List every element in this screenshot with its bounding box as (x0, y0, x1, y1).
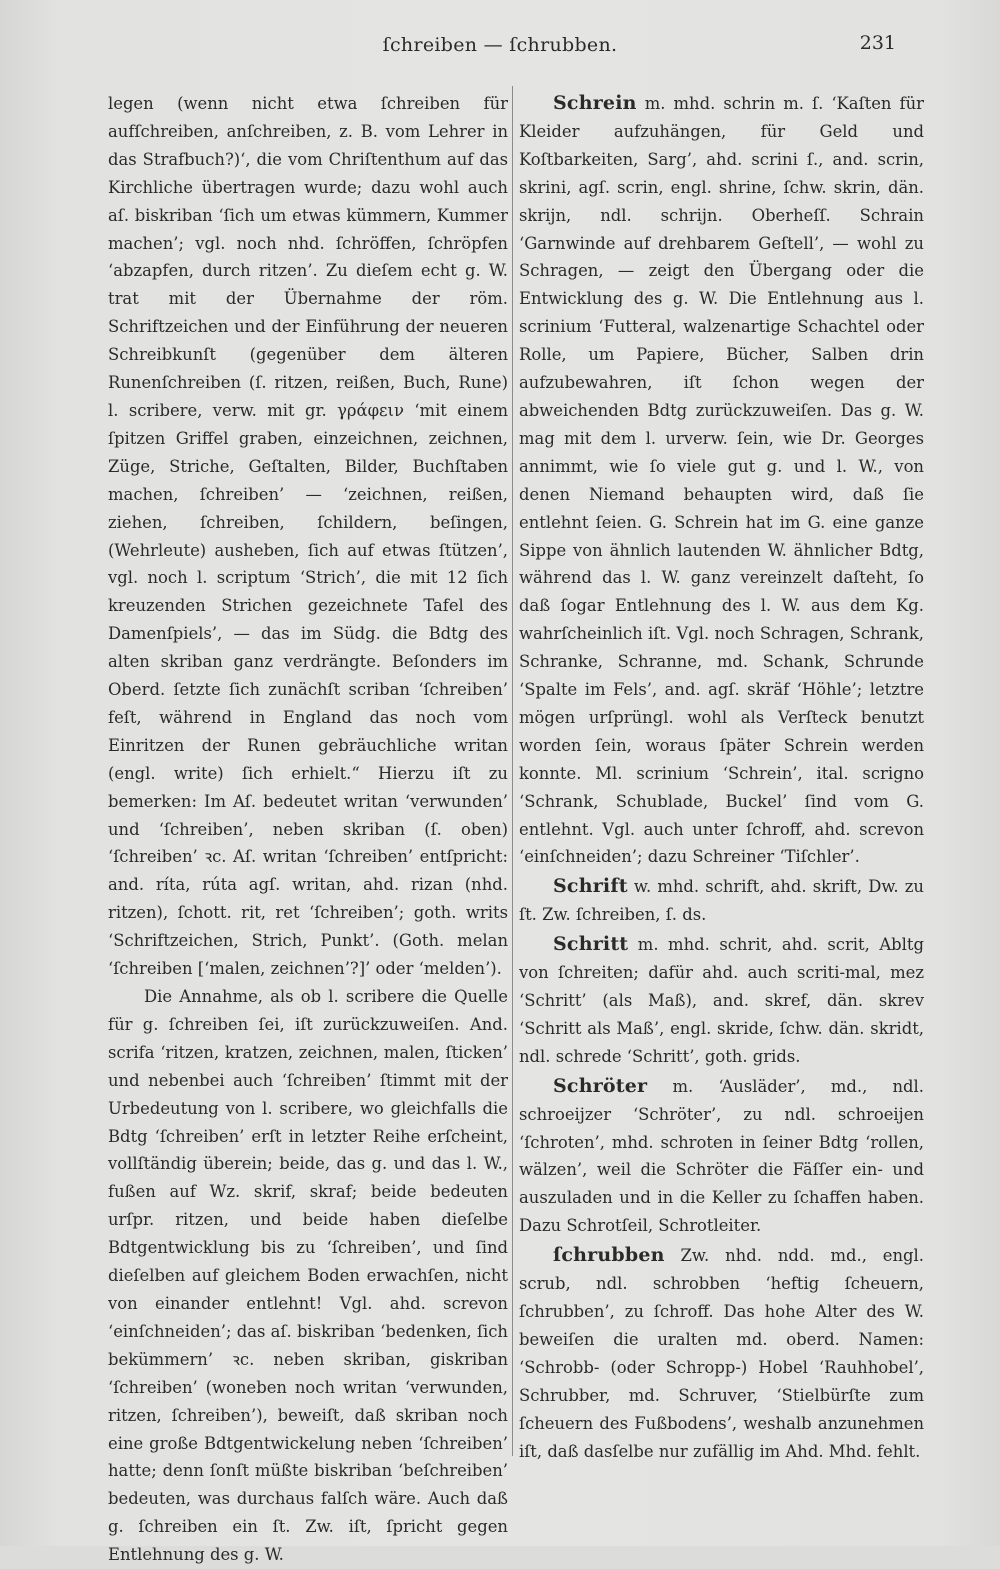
entry-schrift (519, 873, 924, 929)
left-paragraph-2: Die Annahme, als ob l. scribere die Quelle für g. ſchreiben ſei, iſt zurückzuweiſen. And. scrifa ‘ritzen, kratzen, zeichnen, malen, ſticken’ und nebenbei auch ‘ſchreiben’ ſtimmt mit der Urbedeutung von l. scribere, wo gleichfalls die Bdtg ‘ſchreiben’ erſt in letzter Reihe erſcheint, vollſtändig überein; beide, das g. und das l. W., fußen auf Wz. skrif, skraf; beide bedeuten urſpr. ritzen, und beide haben dieſelbe Bdtgentwicklung bis zu ‘ſchreiben’, und ſind dieſelben auf gleichem Boden erwachſen, nicht von einander entlehnt! Vgl. ahd. screvon ‘einſchneiden’; das aſ. biskriban ‘bedenken, ſich bekümmern’ ꝛc. neben skriban, giskriban ‘ſchreiben’ (woneben noch writan ‘verwunden, ritzen, ſchreiben’), beweiſt, daß skriban noch eine große Bdtgentwickelung neben ‘ſchreiben’ hatte; denn ſonſt müßte biskriban ‘beſchreiben’ bedeuten, was durchaus falſch wäre. Auch daß g. ſchreiben ein ſt. Zw. iſt, ſpricht gegen Entlehnung des g. W. (108, 987, 508, 1565)
entry-schroeter (519, 1073, 924, 1240)
entry-text-schrubben: Zw. nhd. ndd. md., engl. scrub, ndl. schrobben ‘heftig ſcheuern, ſchrubben’, zu ſchroff. Das hohe Alter des W. beweiſen die uralten md. oberd. Namen: ‘Schrobb- (oder Schropp-) Hobel ‘Rauhhobel’, Schrubber, md. Schruver, ‘Stielbürſte zum ſcheuern des Fußbodens’, weshalb anzunehmen iſt, daß dasſelbe nur zufällig im Ahd. Mhd. fehlt. (519, 1246, 924, 1461)
headword-schrubben: ſchrubben (553, 1244, 665, 1267)
right-column (519, 90, 924, 1465)
column-divider (512, 86, 513, 1456)
entry-text-schrein: m. mhd. schrin m. ſ. ‘Kaſten für Kleider aufzuhängen, für Geld und Koſtbarkeiten, Sarg’, ahd. scrini ſ., and. scrin, skrini, agſ. scrin, engl. shrine, ſchw. skrin, dän. skrijn, ndl. schrijn. Oberheſſ. Schrain ‘Garnwinde auf drehbarem Geſtell’, — wohl zu Schragen, — zeigt den Übergang oder die Entwicklung des g. W. Die Entlehnung aus l. scrinium ‘Futteral, walzenartige Schachtel oder Rolle, um Papiere, Bücher, Salben drin aufzubewahren, iſt ſchon wegen der abweichenden Bdtg zurückzuweiſen. Das g. W. mag mit dem l. urverw. ſein, wie Dr. Georges annimmt, wie ſo viele gut g. und l. W., von denen Niemand behaupten wird, daß ſie entlehnt ſeien. G. Schrein hat im G. eine ganze Sippe von ähnlich lautenden W. ähnlicher Bdtg, während das l. W. ganz vereinzelt daſteht, ſo daß ſogar Entlehnung des l. W. aus dem Kg. wahrſcheinlich iſt. Vgl. noch Schragen, Schrank, Schranke, Schranne, md. Schank, Schrunde ‘Spalte im Fels’, and. agſ. skräf ‘Höhle’; letztre mögen urſprüngl. wohl als Verſteck benutzt worden ſein, woraus ſpäter Schrein werden konnte. Ml. scrinium ‘Schrein’, ital. scrigno ‘Schrank, Schublade, Buckel’ ſind vom G. entlehnt. Vgl. auch unter ſchroff, ahd. screvon ‘einſchneiden’; dazu Schreiner ‘Tiſchler’. (519, 94, 924, 867)
left-paragraph-1: legen (wenn nicht etwa ſchreiben für aufſchreiben, anſchreiben, z. B. vom Lehrer in das Strafbuch?)‘, die vom Chriſtenthum auf das Kirchliche übertragen wurde; dazu wohl auch aſ. biskriban ‘ſich um etwas kümmern, Kummer machen’; vgl. noch nhd. ſchröffen, ſchröpfen ‘abzapfen, durch ritzen’. Zu dieſem echt g. W. trat mit der Übernahme der röm. Schriftzeichen und der Einführung der neueren Schreibkunſt (gegenüber dem älteren Runenſchreiben (ſ. ritzen, reißen, Buch, Rune) l. scribere, verw. mit gr. γράφειν ‘mit einem ſpitzen Griffel graben, einzeichnen, zeichnen, Züge, Striche, Geſtalten, Bilder, Buchſtaben machen, ſchreiben’ — ‘zeichnen, reißen, ziehen, ſchreiben, ſchildern, beſingen, (Wehrleute) ausheben, ſich auf etwas ſtützen’, vgl. noch l. scriptum ‘Strich’, die mit 12 ſich kreuzenden Strichen gezeichnete Tafel des Damenſpiels’, — das im Südg. die Bdtg des alten skriban ganz verdrängte. Beſonders im Oberd. ſetzte ſich zunächſt scriban ‘ſchreiben’ feſt, während in England das noch vom Einritzen der Runen gebräuchliche writan (engl. write) ſich erhielt.“ Hierzu iſt zu bemerken: Im Aſ. bedeutet writan ‘verwunden’ und ‘ſchreiben’, neben skriban (ſ. oben) ‘ſchreiben’ ꝛc. Aſ. writan ‘ſchreiben’ entſpricht: and. ríta, rúta agſ. writan, ahd. rizan (nhd. ritzen), ſchott. rit, ret ‘ſchreiben’; goth. writs ‘Schriftzeichen, Strich, Punkt’. (Goth. melan ‘ſchreiben [‘malen, zeichnen’?]’ oder ‘melden’). (108, 94, 508, 979)
entry-text-schroeter: m. ‘Ausläder’, md., ndl. schroeijzer ‘Schröter’, zu ndl. schroeijen ‘ſchroten’, mhd. schroten in ſeiner Bdtg ‘rollen, wälzen’, weil die Schröter die Fäſſer ein- und auszuladen und in die Keller zu ſchaffen haben. Dazu Schrotſeil, Schrotleiter. (519, 1076, 924, 1236)
headword-schritt: Schritt (553, 933, 629, 956)
headword-schrein: Schrein (553, 92, 637, 114)
entry-schrubben (519, 1242, 924, 1465)
headword-schrift: Schrift (553, 875, 628, 898)
left-column (108, 90, 508, 1569)
running-head: ſchreiben — ſchrubben. (382, 34, 618, 56)
entry-schrein (519, 90, 924, 871)
entry-text-schritt: m. mhd. schrit, ahd. scrit, Abltg von ſchreiten; dafür ahd. auch scriti-mal, mez ‘Schritt’ (als Maß), and. skref, dän. skrev ‘Schritt als Maß’, engl. skride, ſchw. dän. skridt, ndl. schrede ‘Schritt’, goth. grids. (519, 935, 924, 1066)
page-number: 231 (859, 32, 896, 54)
entry-schritt (519, 931, 924, 1071)
entry-text-schrift: w. mhd. schrift, ahd. skrift, Dw. zu ſt. Zw. ſchreiben, ſ. ds. (519, 877, 924, 925)
headword-schroeter: Schröter (553, 1074, 648, 1097)
